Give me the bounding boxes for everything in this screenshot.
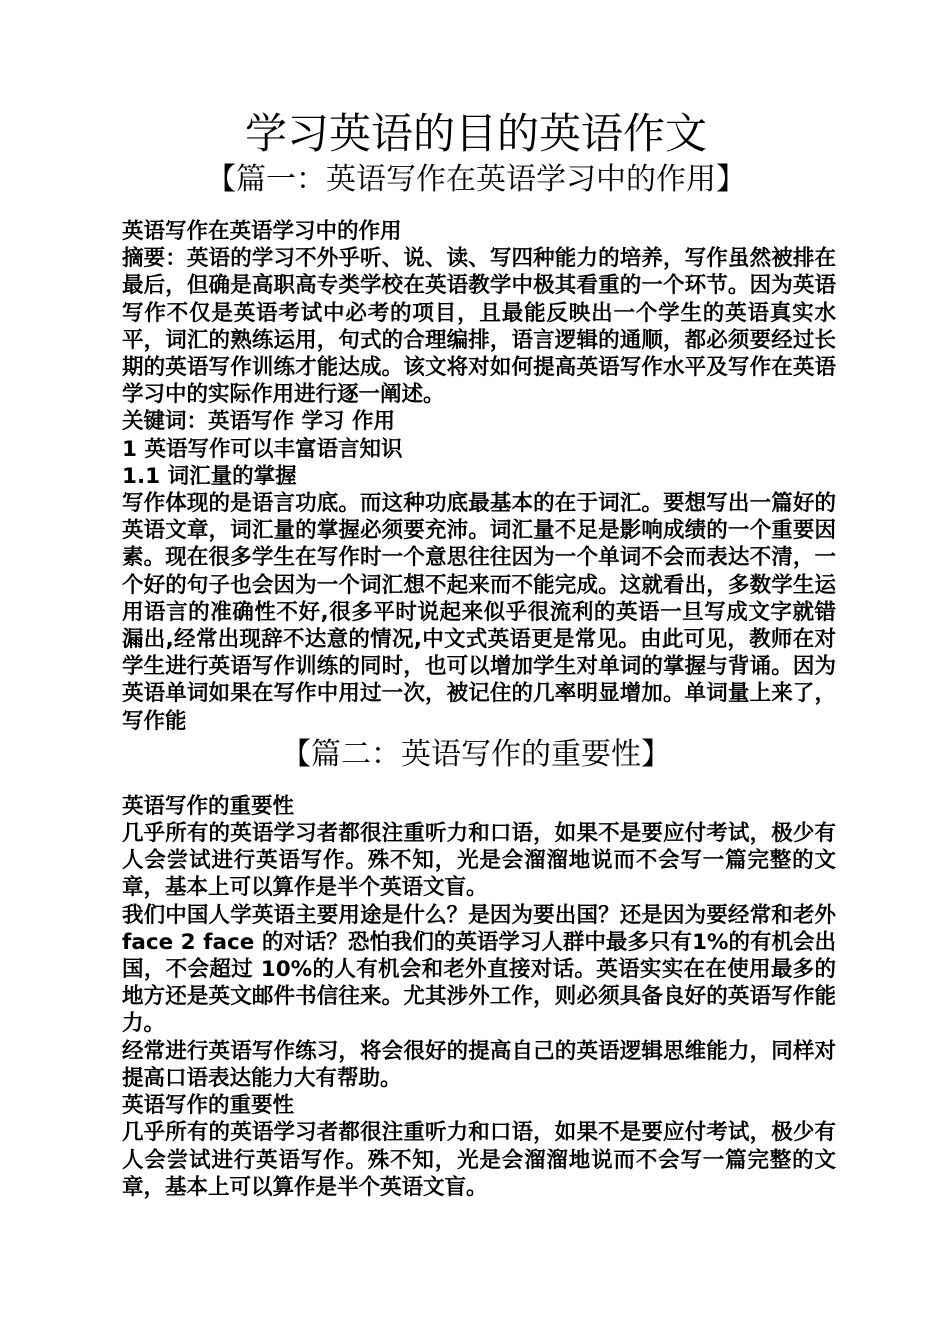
paragraph-listening-speaking: 几乎所有的英语学习者都很注重听力和口语，如果不是要应付考试，极少有人会尝试进行英语写作。殊不知，光是会溜溜地说而不会写一篇完整的文章，基本上可以算作是半个英语文盲。 bbox=[122, 821, 836, 901]
document-title: 学习英语的目的英语作文 bbox=[244, 109, 707, 158]
heading-1: 1 英语写作可以丰富语言知识 bbox=[122, 436, 403, 462]
keywords-line: 关键词：英语写作 学习 作用 bbox=[122, 409, 395, 435]
paragraph-practice: 经常进行英语写作练习，将会很好的提高自己的英语逻辑思维能力，同样对提高口语表达能力大有帮助。 bbox=[122, 1038, 836, 1091]
abstract-paragraph: 摘要：英语的学习不外乎听、说、读、写四种能力的培养，写作虽然被排在最后，但确是高职高专类学校在英语教学中极其看重的一个环节。因为英语写作不仅是英语考试中必考的项目，且最能反映出一个学生的英语真实水平，词汇的熟练运用，句式的合理编排，语言逻辑的通顺，都必须要经过长期的英语写作训练才能达成。该文将对如何提高英语写作水平及写作在英语学习中的实际作用进行逐一阐述。 bbox=[122, 246, 836, 408]
paragraph-listening-speaking-repeat: 几乎所有的英语学习者都很注重听力和口语，如果不是要应付考试，极少有人会尝试进行英语写作。殊不知，光是会溜溜地说而不会写一篇完整的文章，基本上可以算作是半个英语文盲。 bbox=[122, 1120, 836, 1200]
section-2-subtitle: 英语写作的重要性 bbox=[122, 793, 295, 819]
vocabulary-paragraph: 写作体现的是语言功底。而这种功底最基本的在于词汇。要想写出一篇好的英语文章，词汇量的掌握必须要充沛。词汇量不足是影响成绩的一个重要因素。现在很多学生在写作时一个意思往往因为一个单词不会而表达不清，一个好的句子也会因为一个词汇想不起来而不能完成。这就看出，多数学生运用语言的准确性不好,很多平时说起来似乎很流利的英语一旦写成文字就错漏出,经常出现辞不达意的情况,中文式英语更是常见。由此可见，教师在对学生进行英语写作训练的同时，也可以增加学生对单词的掌握与背诵。因为英语单词如果在写作中用过一次，被记住的几率明显增加。单词量上来了，写作能 bbox=[122, 491, 836, 734]
section-heading-1: 【篇一：英语写作在英语学习中的作用】 bbox=[206, 162, 746, 197]
section-1-subtitle: 英语写作在英语学习中的作用 bbox=[122, 219, 402, 244]
document-page bbox=[116, 108, 836, 1201]
heading-1-1: 1.1 词汇量的掌握 bbox=[122, 463, 297, 489]
section-2-subtitle-repeat: 英语写作的重要性 bbox=[122, 1093, 295, 1119]
section-1-body bbox=[116, 218, 836, 735]
section-2-body bbox=[116, 793, 836, 1201]
paragraph-purpose: 我们中国人学英语主要用途是什么？是因为要出国？还是因为要经常和老外 face 2 face 的对话？恐怕我们的英语学习人群中最多只有1%的有机会出国，不会超过 10%的人有机会和老外直接对话。英语实实在在使用最多的地方还是英文邮件书信往来。尤其涉外工作，则必须具备良好的英语写作能力。 bbox=[122, 902, 836, 1037]
section-heading-2: 【篇二：英语写作的重要性】 bbox=[281, 736, 671, 772]
